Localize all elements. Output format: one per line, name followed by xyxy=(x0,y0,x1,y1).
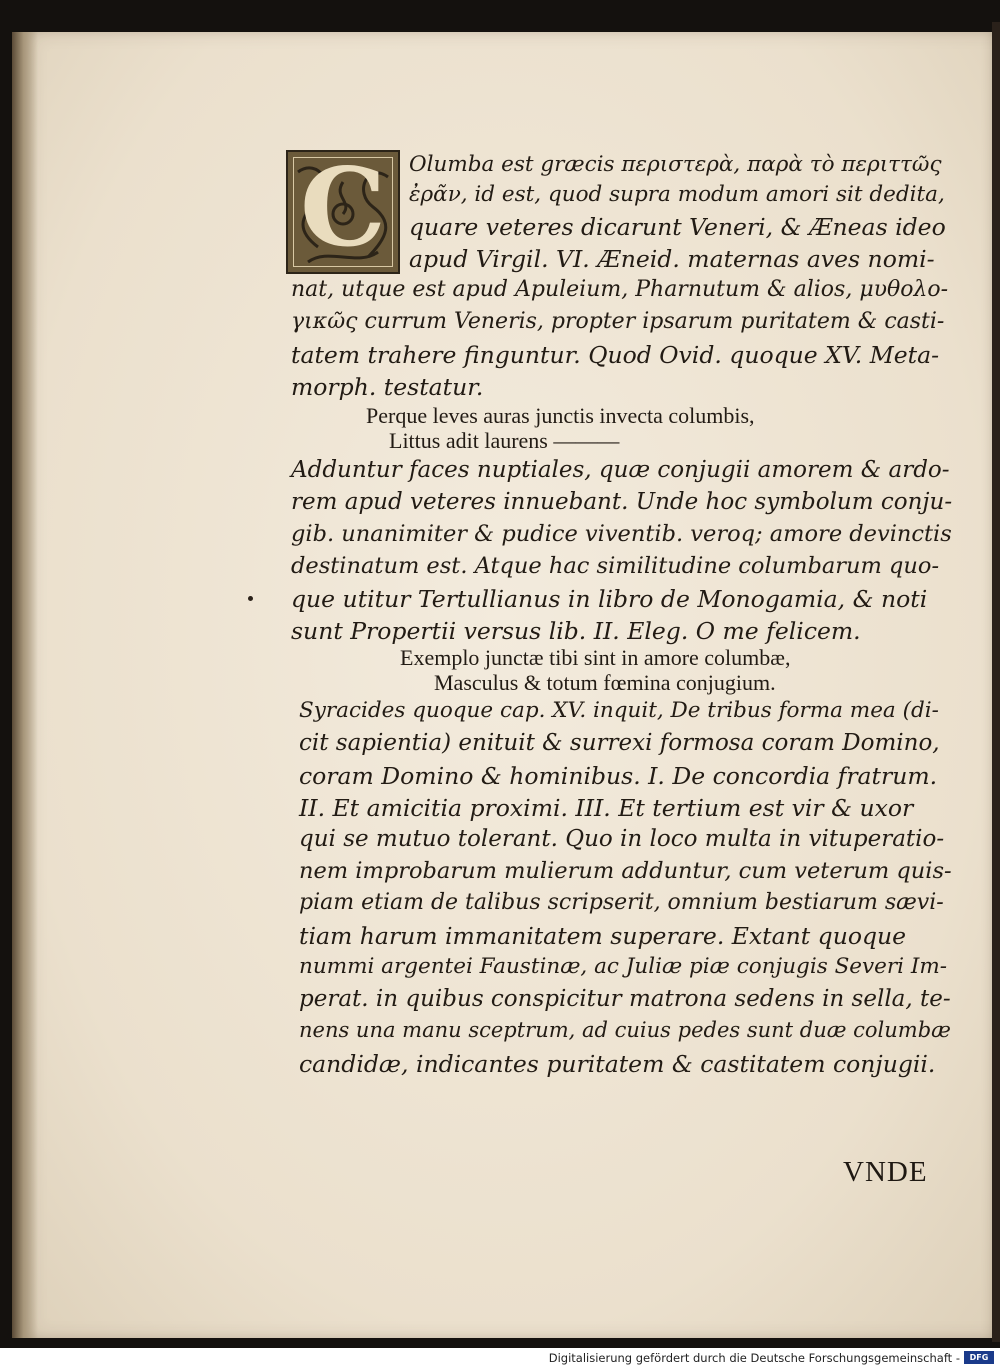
text-line-3: quare veteres dicarunt Veneri, & Æneas ideo xyxy=(409,213,946,241)
text-line-29: nens una manu sceptrum, ad cuius pedes sunt duæ columbæ xyxy=(299,1018,951,1042)
text-line-7: tatem trahere finguntur. Quod Ovid. quoque XV. Meta- xyxy=(291,341,940,369)
text-line-13: gib. unanimiter & pudice viventib. veroq; amore devinctis xyxy=(291,521,952,547)
text-line-19: Syracides quoque cap. XV. inquit, De tribus forma mea (di- xyxy=(299,698,939,723)
text-line-11: Adduntur faces nuptiales, quæ conjugii amorem & ardo- xyxy=(291,457,950,483)
text-line-27: nummi argentei Faustinæ, ac Juliæ piæ conjugis Severi Im- xyxy=(299,954,948,979)
ink-speck xyxy=(248,596,253,601)
verse-line-1: Perque leves auras junctis invecta columbis, xyxy=(366,403,755,428)
footer-credit: Digitalisierung gefördert durch die Deutsche Forschungsgemeinschaft - xyxy=(548,1351,960,1365)
text-line-30: candidæ, indicantes puritatem & castitatem conjugii. xyxy=(299,1050,936,1078)
text-line-1: Olumba est græcis περιστερὰ, παρὰ τὸ περιττῶς xyxy=(409,152,942,177)
verse-line-4: Masculus & totum fœmina conjugium. xyxy=(434,670,776,695)
text-line-20: cit sapientia) enituit & surrexi formosa coram Domino, xyxy=(299,730,940,756)
text-line-12: rem apud veteres innuebant. Unde hoc symbolum conju- xyxy=(291,489,953,515)
text-line-14: destinatum est. Atque hac similitudine columbarum quo- xyxy=(291,553,940,579)
text-line-5: nat, utque est apud Apuleium, Pharnutum & alios, μυθολο- xyxy=(291,277,949,302)
text-line-8: morph. testatur. xyxy=(291,373,484,401)
text-line-16: sunt Propertii versus lib. II. Eleg. O me felicem. xyxy=(291,617,861,645)
text-line-25: piam etiam de talibus scripserit, omnium bestiarum sævi- xyxy=(299,890,944,915)
text-line-15: que utitur Tertullianus in libro de Monogamia, & noti xyxy=(291,585,928,613)
text-line-26: tiam harum immanitatem superare. Extant quoque xyxy=(299,922,907,950)
dfg-logo-icon: DFG xyxy=(964,1351,994,1364)
initial-letter: C xyxy=(300,150,386,271)
text-line-6: γικῶς currum Veneris, propter ipsarum puritatem & casti- xyxy=(291,309,945,334)
verse-line-2: Littus adit laurens ——— xyxy=(389,428,620,453)
text-line-2: ἐρᾶν, id est, quod supra modum amori sit dedita, xyxy=(409,182,945,207)
text-line-28: perat. in quibus conspicitur matrona sedens in sella, te- xyxy=(299,986,951,1012)
text-line-24: nem improbarum mulierum adduntur, cum veterum quis- xyxy=(299,858,952,884)
catchword: VNDE xyxy=(843,1156,928,1188)
text-line-21: coram Domino & hominibus. I. De concordia fratrum. xyxy=(299,762,938,790)
footer-bar xyxy=(0,1348,1000,1367)
text-line-4: apud Virgil. VI. Æneid. maternas aves nomi- xyxy=(409,245,935,273)
text-line-22: II. Et amicitia proximi. III. Et tertium est vir & uxor xyxy=(299,794,914,822)
verse-line-3: Exemplo junctæ tibi sint in amore columbæ, xyxy=(400,645,791,670)
text-line-23: qui se mutuo tolerant. Quo in loco multa in vituperatio- xyxy=(299,826,945,852)
